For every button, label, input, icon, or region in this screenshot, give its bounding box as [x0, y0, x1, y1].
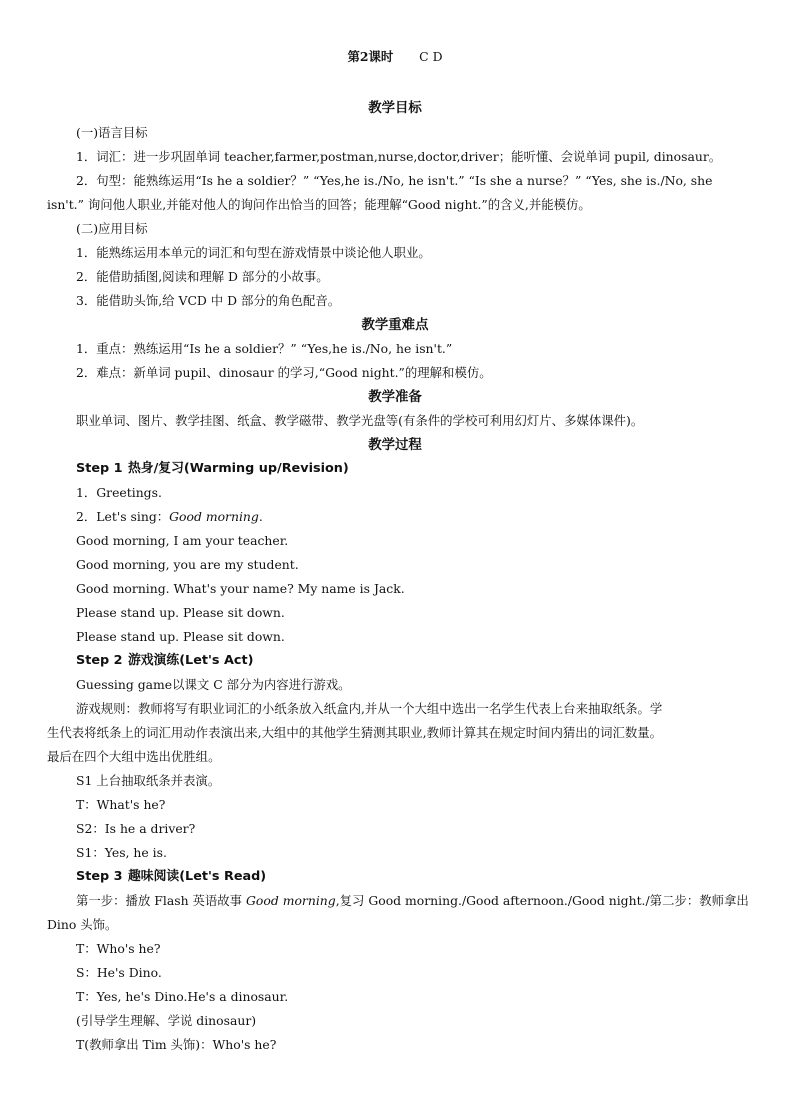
- procedure-text-cont: ,复习 Good morning./Good afternoon./Good night./第二步：教师拿出: [335, 893, 749, 908]
- sing-prefix: 2．Let's sing：: [76, 509, 170, 524]
- dialogue-line: S1：Yes, he is.: [76, 845, 167, 860]
- section-title-process: 教学过程: [368, 437, 422, 453]
- step2-rules-line1: 游戏规则：教师将写有职业词汇的小纸条放入纸盒内,并从一个大组中选出一名学生代表上台来抽取纸条。学: [76, 701, 663, 716]
- step2-name: 游戏演练(Let's Act): [128, 653, 254, 668]
- section-title-key-points: 教学重难点: [361, 317, 429, 333]
- lesson-parts: C D: [419, 49, 443, 64]
- step1-name: 热身/复习(Warming up/Revision): [128, 461, 349, 476]
- step3-number: Step 3: [76, 869, 123, 884]
- song-line: Good morning, you are my student.: [76, 557, 299, 572]
- song-title: Good morning: [169, 509, 259, 524]
- step2-rules-line3: 最后在四个大组中选出优胜组。: [47, 749, 221, 764]
- dialogue-line: T：Yes, he's Dino.He's a dinosaur.: [76, 989, 289, 1004]
- app-goals-heading: (二)应用目标: [76, 221, 148, 236]
- step1-heading: [76, 461, 349, 477]
- app-goal-3: 3．能借助头饰,给 VCD 中 D 部分的角色配音。: [76, 293, 341, 308]
- step3-name: 趣味阅读(Let's Read): [128, 869, 267, 884]
- preparation-text: 职业单词、图片、教学挂图、纸盒、教学磁带、教学光盘等(有条件的学校可利用幻灯片、多媒体课件)。: [76, 413, 644, 428]
- step2-number: Step 2: [76, 653, 123, 668]
- song-line: Please stand up. Please sit down.: [76, 629, 285, 644]
- lang-goal-vocab: 1．词汇：进一步巩固单词 teacher,farmer,postman,nurse,doctor,driver；能听懂、会说单词 pupil, dinosaur。: [76, 149, 722, 164]
- step3-procedure-cont: Dino 头饰。: [47, 917, 118, 932]
- dialogue-line: S：He's Dino.: [76, 965, 162, 980]
- step2-rules-line2: 生代表将纸条上的词汇用动作表演出来,大组中的其他学生猜测其职业,教师计算其在规定时间内猜出的词汇数量。: [47, 725, 663, 740]
- song-line: Please stand up. Please sit down.: [76, 605, 285, 620]
- app-goal-1: 1．能熟练运用本单元的词汇和句型在游戏情景中谈论他人职业。: [76, 245, 431, 260]
- key-point-1: 1．重点：熟练运用“Is he a soldier？” “Yes,he is./No, he isn't.”: [76, 341, 453, 356]
- dialogue-line: T：Who's he?: [76, 941, 161, 956]
- dialogue-note: (引导学生理解、学说 dinosaur): [76, 1013, 257, 1028]
- procedure-text: 第一步：播放 Flash 英语故事: [76, 893, 247, 908]
- lang-goal-sentences: 2．句型：能熟练运用“Is he a soldier？” “Yes,he is./No, he isn't.” “Is she a nurse？” “Yes, she is./No, she: [76, 173, 713, 188]
- key-point-2: 2．难点：新单词 pupil、dinosaur 的学习,“Good night.”的理解和模仿。: [76, 365, 492, 380]
- story-title: Good morning: [246, 893, 336, 908]
- section-title-preparation: 教学准备: [368, 389, 422, 405]
- sing-period: .: [258, 509, 263, 524]
- step1-number: Step 1: [76, 461, 123, 476]
- step2-game-intro: Guessing game以课文 C 部分为内容进行游戏。: [76, 677, 351, 692]
- section-title-objectives: 教学目标: [368, 100, 422, 116]
- step2-heading: [76, 653, 253, 669]
- song-line: Good morning, I am your teacher.: [76, 533, 289, 548]
- lesson-number: 第2课时: [347, 49, 394, 64]
- dialogue-line: T(教师拿出 Tim 头饰)：Who's he?: [76, 1037, 277, 1052]
- step1-greetings: 1．Greetings.: [76, 485, 162, 500]
- lesson-header: [0, 49, 790, 65]
- dialogue-line: T：What's he?: [76, 797, 166, 812]
- dialogue-line: S2：Is he a driver?: [76, 821, 196, 836]
- lang-goals-heading: (一)语言目标: [76, 125, 148, 140]
- step3-procedure: [76, 893, 749, 909]
- step1-sing: [76, 509, 263, 525]
- app-goal-2: 2．能借助插图,阅读和理解 D 部分的小故事。: [76, 269, 329, 284]
- lang-goal-sentences-cont: isn't.” 询问他人职业,并能对他人的询问作出恰当的回答；能理解“Good night.”的含义,并能模仿。: [47, 197, 591, 212]
- step3-heading: [76, 869, 266, 885]
- dialogue-line: S1 上台抽取纸条并表演。: [76, 773, 221, 788]
- song-line: Good morning. What's your name? My name is Jack.: [76, 581, 405, 596]
